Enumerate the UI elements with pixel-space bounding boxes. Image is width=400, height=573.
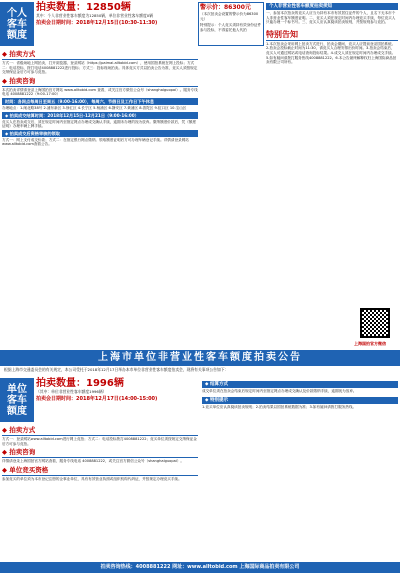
wechat-qr-code	[360, 308, 390, 338]
personal-quota-note: 其中：个人非营业性客车额度为12850辆，单位非营业性客车额度0辆	[36, 13, 154, 18]
warning-price-box	[198, 2, 264, 46]
right-column	[266, 2, 398, 348]
section-auction-method-text: 方式一：省级场地上网拍卖，打开浏览器，登录网站（https://paimai.alltobid.com），使用国拍系统在网上投标；方式二：电话投标，拨打电话4008881222进行投标；方式三：投标现场拍卖。具体竞买方式以拍卖公告为准，竞买人须按规定交纳保证金后方可参与竞拍。	[2, 61, 198, 75]
unit-quota-box	[36, 378, 198, 422]
unit-method-heading: ◆ 拍卖方式	[2, 426, 198, 436]
section-collection-heading: ◆ 拍卖成交后资格审核的领取	[2, 130, 198, 137]
section-settlement-heading: ◆ 拍卖成交结算时间：2018年12月15日-12月21日（9:00-16:00）	[2, 112, 198, 119]
special-notice-heading: 特别告知	[266, 29, 398, 41]
section-collection-text: 方式一：网上支付成交价款；方式二：在指定银行网点缴纳。领取额度证明后方可办理车辆登记手续。详情请登录网站www.alltobid.com查看公告。	[2, 137, 189, 147]
section-hours-text: 办理地点：1.闸北路38号 2.浦东新区 3.徐汇区 4.长宁区 5.杨浦区 6.静安区 7.黄浦区 8.普陀区 9.虹口区 10.宝山区	[2, 105, 187, 110]
personal-auction-time: 拍卖会日期时间：2018年12月15日(10:30-11:30)	[36, 20, 158, 26]
special-notice-text: 1.本次拍卖会采用网上拍卖方式进行，拍卖会期间，竞买人应提前登录国拍系统。2.拍卖会投标截止时间为11:30，请竞买人合理安排出价时间。3.拍卖会结束后，竞买人可通过网站或电话查询投标结果。4.成交人须在规定时间内办理成交手续。5.如有疑问请拨打服务热线4008881222。6.本公告最终解释权归上海国际商品拍卖有限公司所有。	[266, 41, 397, 65]
qr-caption: 上海国拍官方微信	[354, 341, 386, 346]
warning-price-note: （本次拍卖会设置的警示价为86300元）	[200, 12, 259, 21]
section-consult-heading: ◆ 拍卖咨询	[2, 77, 198, 87]
unit-quota-label: 单位 客车 额度	[0, 378, 34, 422]
unit-auction-banner: 上海市单位非营业性客车额度拍卖公告	[0, 350, 400, 366]
unit-consult-text: 详情请登录上海国拍官方网站查看，服务专线电话 4008881222，或关注官方微信公众号（shanghaiguopai）。	[2, 459, 185, 464]
unit-tips-heading: ◆ 特别提示	[202, 397, 398, 404]
unit-tips-text: 1.竞买单位应认真阅读拍卖规则；2.拍卖结果以国拍系统数据为准；3.如有疑问请拨打服务热线。	[202, 404, 357, 409]
left-column	[2, 48, 198, 348]
unit-eligibility-heading: ◆ 单位竞买资格	[2, 466, 198, 476]
bottom-right-column	[202, 380, 398, 560]
unit-method-text: 方式一：登录网站www.alltobid.com进行网上竞拍；方式二：电话投标拨打4008881222；竞买单位须按规定交纳保证金后方可参与竞拍。	[2, 437, 197, 446]
personal-quota-label: 个人 客车 额度	[0, 2, 34, 46]
warning-side-note: 特别提示：个人竞买须持有效身份证件参与投标，不得委托他人代拍	[200, 23, 262, 32]
bottom-left-column	[2, 424, 198, 560]
section-auction-method-heading: ◆ 拍卖方式	[2, 50, 198, 60]
unit-consult-heading: ◆ 拍卖咨询	[2, 448, 198, 458]
unit-settlement-text: 成交单位须在拍卖会结束后规定时间内至指定网点办理成交确认及价款缴纳手续，逾期视为放弃。	[202, 389, 357, 393]
personal-quota-title: 拍卖数量：12850辆	[36, 2, 131, 13]
unit-auction-time: 拍卖会日期时间：2018年12月17日(14:00-15:00)	[36, 396, 158, 402]
unit-auction-intro: 根据上海市交通委员会的有关规定，本公司受托于2018年12月17日举办本市单位非营业性客车额度拍卖会，现将有关事项公告如下：	[4, 367, 229, 372]
personal-quota-box	[36, 2, 196, 46]
unit-quota-title: 拍卖数量：1996辆	[36, 378, 124, 389]
unit-settlement-heading: ◆ 结算方式	[202, 381, 398, 388]
section-consult-text: 本次拍卖详情请登录上海国拍官方网站 www.alltobid.com 查看，或关注官方微信公众号（shanghaiguopai）。服务专线电话 4008881222（9:00-17:00）	[2, 87, 198, 97]
rules-text: 一、参加本次拍卖的竞买人应当为持有本市有效居住证件的个人，且名下无本市个人非营业性客车额度证明。二、竞买人须在规定时间内办理竞买手续，每位竞买人只能办理一个标书号。三、竞买人应认真阅读拍卖规则，并按规则参与竞拍。	[266, 11, 396, 25]
rules-heading: 个人非营业性客车额度拍卖须知	[266, 3, 398, 10]
warning-price: 警示价：86300元	[200, 4, 251, 11]
section-hours-heading: 时间：各网点每周日至周五（9:00-16:00），每周六、节假日及工作日下午休息	[2, 98, 198, 105]
unit-quota-note: （其中：单位非营业性客车额度1996辆）	[36, 389, 107, 394]
section-settlement-text: 竞买人在拍卖成交后，须在规定时间内至指定网点办理成交确认手续，逾期未办理的视为放弃。缴纳额度价款后，凭《额度证明》办理车辆上牌手续。	[2, 119, 197, 129]
unit-eligibility-text: 参加竞买的单位须为本市登记注册的企事业单位，具有有效营业执照或组织机构代码证，并按规定办理竞买手续。	[2, 476, 182, 481]
footer-bar: 拍卖咨询热线：4008881222 网址：www.alltobid.com 上海国际商品拍卖有限公司	[0, 562, 400, 573]
